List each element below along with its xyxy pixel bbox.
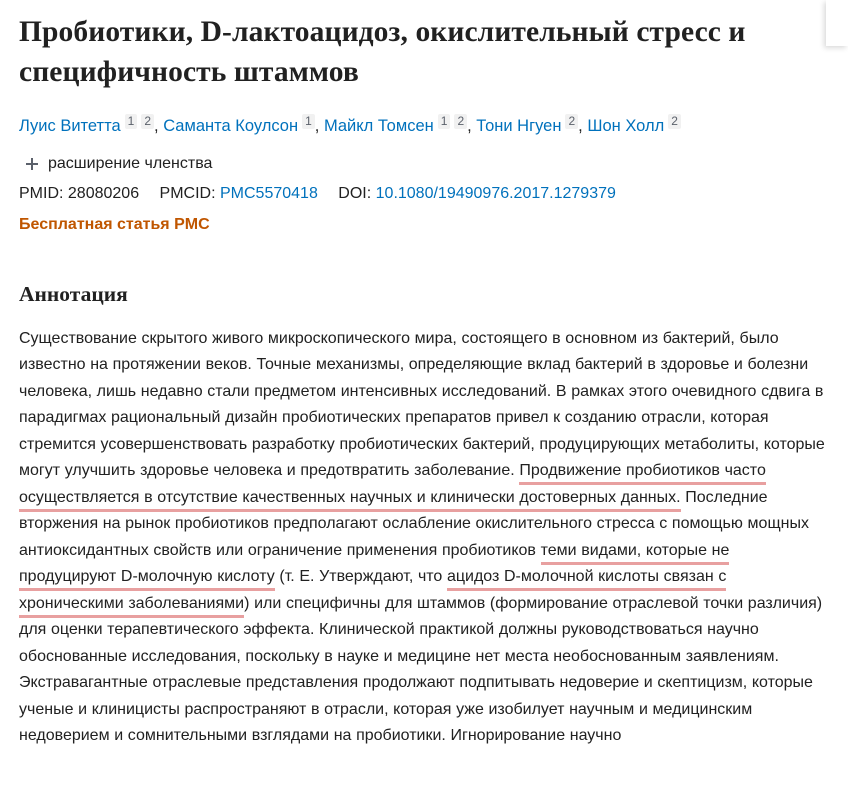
pmid-label: PMID: (19, 185, 64, 202)
author-link[interactable]: Майкл Томсен (323, 117, 434, 135)
plus-icon (26, 158, 38, 170)
pmcid-label: PMCID: (159, 185, 216, 202)
article-title: Пробиотики, D-лактоацидоз, окислительный стресс и специфичность штаммов (19, 16, 746, 88)
author-separator: , (578, 117, 588, 135)
abstract-segment: ) или специфичны для штаммов (формирование отраслевой точки различия) для оценки терапевтического эффекта. Клинической практикой должны руководствоваться научно обоснованные исследования, поскольку в науке и медицине нет места необоснованным заявлениям. Экстравагантные отраслевые представления продолжают подпитывать недоверие и скептицизм, которые ученые и клиницисты распространяют в отрасли, которая уже изобилует научным и медицинским недоверием и сомнительными взглядами на пробиотики. Игнорирование научно (19, 594, 823, 745)
affiliation-number[interactable]: 2 (668, 114, 681, 129)
abstract-text (19, 326, 831, 750)
pmid-value: 28080206 (67, 185, 140, 202)
article-identifiers (19, 182, 831, 206)
affiliation-number[interactable]: 1 (438, 114, 451, 129)
affiliation-number[interactable]: 2 (565, 114, 578, 129)
abstract-segment: Существование скрытого живого микроскопического мира, состоящего в основном из бактерий, было известно на протяжении веков. Точные механизмы, определяющие вклад бактерий в здоровье и болезни человека, лишь недавно стали предметом интенсивных исследований. В рамках этого очевидного сдвига в парадигмах рациональный дизайн пробиотических препаратов привел к созданию отрасли, которая стремится усовершенствовать разработку пробиотических бактерий, продуцирующих метаболиты, которые могут улучшить здоровье человека и предотвратить заболевание. (19, 329, 825, 480)
author-link[interactable]: Луис Витетта (19, 117, 121, 135)
author-separator: , (154, 117, 164, 135)
author-link[interactable]: Шон Холл (587, 117, 665, 135)
highlighted-segment: Продвижение пробиотиков часто осуществляется в отсутствие качественных научных и клинически достоверных данных. (19, 462, 766, 512)
author-separator: , (314, 117, 324, 135)
abstract-segment: (т. Е. Утверждают, что (274, 568, 447, 586)
author-separator: , (467, 117, 477, 135)
free-pmc-article-link[interactable]: Бесплатная статья PMC (19, 216, 210, 233)
author-link[interactable]: Тони Нгуен (476, 117, 562, 135)
highlighted-segment: ацидоз D-молочной кислоты связан с хроническими заболеваниями (19, 568, 726, 618)
affiliation-number[interactable]: 1 (302, 114, 315, 129)
doi-label: DOI: (338, 185, 372, 202)
abstract-heading: Аннотация (19, 282, 128, 306)
affiliation-number[interactable]: 1 (125, 114, 138, 129)
highlighted-segment: теми видами, которые не продуцируют D-молочную кислоту (19, 542, 729, 592)
affiliation-number[interactable]: 2 (454, 114, 467, 129)
article-page (19, 12, 831, 750)
doi-link[interactable]: 10.1080/19490976.2017.1279379 (375, 185, 616, 202)
author-list (19, 114, 831, 138)
abstract-segment: Последние вторжения на рынок пробиотиков предполагают ослабление окислительного стресса с помощью мощных антиоксидантных свойств или ограничение применения пробиотиков (19, 488, 809, 559)
author-link[interactable]: Саманта Коулсон (163, 117, 299, 135)
expand-affiliations-button[interactable] (19, 152, 831, 176)
affiliation-number[interactable]: 2 (141, 114, 154, 129)
pmcid-link[interactable]: PMC5570418 (220, 185, 318, 202)
expand-affiliations-label: расширение членства (48, 155, 213, 172)
